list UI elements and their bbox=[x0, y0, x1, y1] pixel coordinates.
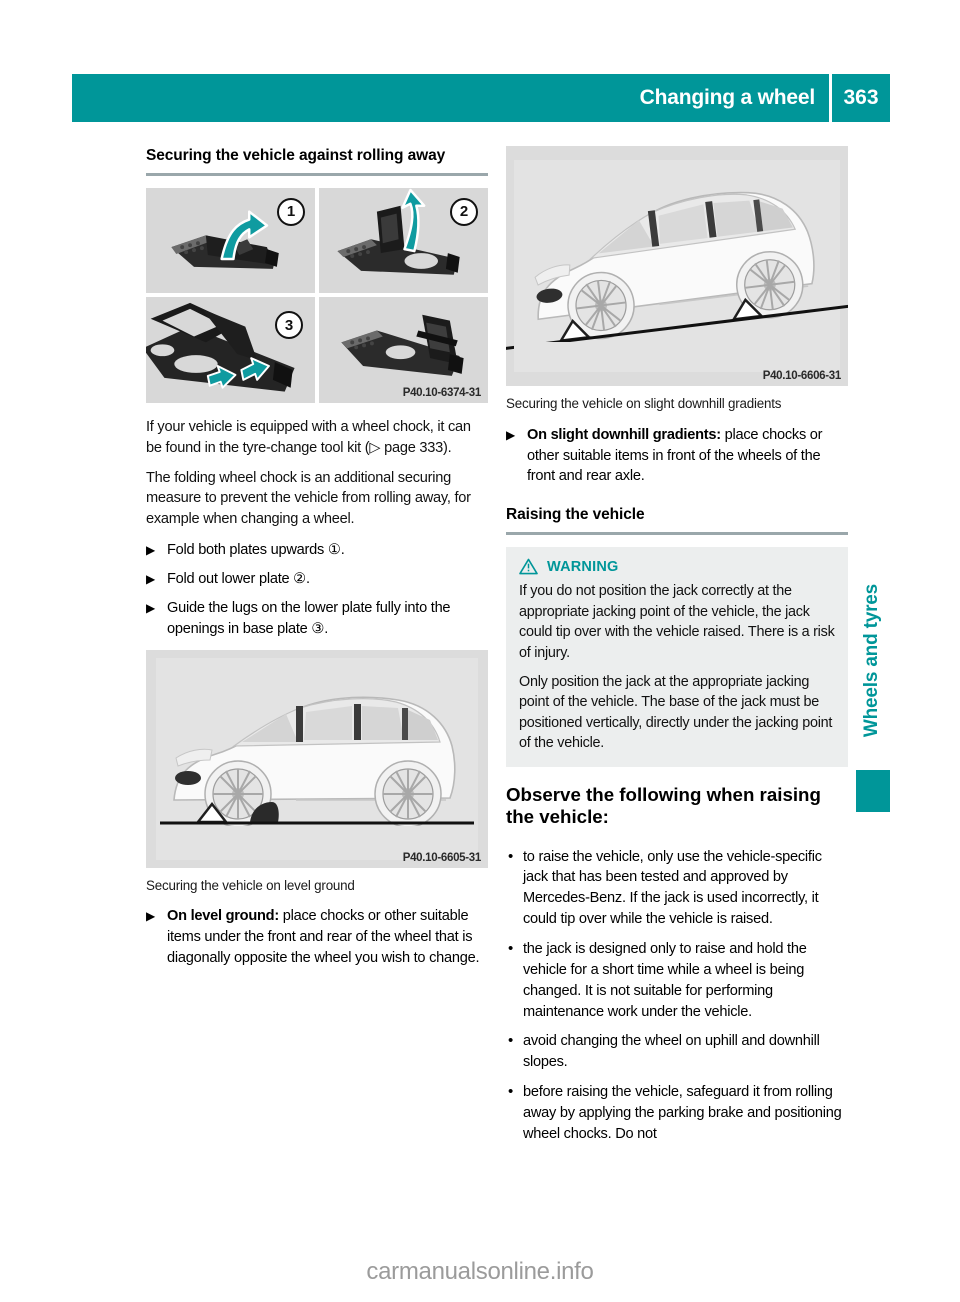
level-ground-instruction bbox=[146, 906, 488, 969]
warning-paragraph-1: If you do not position the jack correctly at the appropriate jacking point of the vehicle, the jack could tip over with the vehicle raised. There is a risk of injury. bbox=[519, 583, 835, 661]
raising-bullet-list bbox=[506, 847, 848, 1145]
step-text: Guide the lugs on the lower plate fully into the openings in base plate ③. bbox=[167, 599, 451, 637]
chapter-tab-marker bbox=[856, 770, 890, 812]
step-item bbox=[506, 425, 848, 488]
warning-triangle-icon bbox=[519, 558, 538, 575]
bullet-dot-icon: • bbox=[508, 1032, 514, 1050]
callout-3: 3 bbox=[275, 311, 303, 339]
page-title: Changing a wheel bbox=[639, 86, 815, 109]
step-arrow-icon: ▶ bbox=[146, 543, 155, 558]
chapter-side-tab-label: Wheels and tyres bbox=[861, 584, 882, 738]
page-header bbox=[72, 74, 890, 122]
list-item bbox=[506, 1082, 848, 1145]
step-item bbox=[146, 598, 488, 640]
bullet-text: avoid changing the wheel on uphill and downhill slopes. bbox=[523, 1033, 820, 1071]
vehicle-level-ground-illustration bbox=[146, 650, 488, 868]
step-item bbox=[146, 540, 488, 561]
step-text: place chocks or other suitable items in front of the wheels of the front and rear axle. bbox=[527, 426, 823, 485]
site-watermark: carmanualsonline.info bbox=[366, 1258, 594, 1285]
bullet-dot-icon: • bbox=[508, 939, 514, 957]
figure-caption-level: Securing the vehicle on level ground bbox=[146, 877, 355, 893]
step-item bbox=[146, 906, 488, 969]
bullet-dot-icon: • bbox=[508, 847, 514, 865]
step-text: Fold out lower plate ②. bbox=[167, 570, 310, 587]
chock-assembled-image bbox=[319, 297, 488, 403]
bullet-dot-icon: • bbox=[508, 1083, 514, 1101]
left-section-heading: Securing the vehicle against rolling away bbox=[146, 147, 446, 164]
callout-1: 1 bbox=[277, 198, 305, 226]
step-text: place chocks or other suitable items under the front and rear of the wheel that is diagonally opposite the wheel you wish to change. bbox=[167, 908, 480, 967]
bullet-text: the jack is designed only to raise and hold the vehicle for a short time while a wheel is being changed. It is not suitable for performing maintenance work under the vehicle. bbox=[523, 940, 807, 1020]
header-title-bar bbox=[72, 74, 829, 122]
bullet-text: to raise the vehicle, only use the vehicle-specific jack that has been tested and approved by Mercedes-Benz. If the jack is used incorrectly, it could tip over while the vehicle is raised. bbox=[523, 848, 822, 928]
figure-code-chock: P40.10-6374-31 bbox=[402, 386, 481, 399]
step-arrow-icon: ▶ bbox=[146, 600, 155, 615]
left-paragraph-1: If your vehicle is equipped with a wheel chock, it can be found in the tyre-change tool kit (▷ page 333). bbox=[146, 418, 471, 456]
vehicle-downhill-figure bbox=[506, 146, 848, 386]
chock-assembly-steps bbox=[146, 540, 488, 639]
right-section-heading: Raising the vehicle bbox=[506, 506, 645, 524]
vehicle-level-ground-figure bbox=[146, 650, 488, 868]
chock-step-3-image bbox=[146, 297, 315, 403]
warning-header bbox=[519, 558, 835, 575]
step-arrow-icon: ▶ bbox=[506, 427, 515, 442]
observe-heading: Observe the following when raising the vehicle: bbox=[506, 783, 821, 827]
heading-rule bbox=[146, 173, 488, 176]
list-item bbox=[506, 939, 848, 1022]
page-number: 363 bbox=[832, 74, 890, 122]
left-paragraph-2: The folding wheel chock is an additional securing measure to prevent the vehicle from rolling away, for example when changing a wheel. bbox=[146, 469, 471, 528]
step-text: Fold both plates upwards ①. bbox=[167, 542, 345, 559]
heading-rule bbox=[506, 532, 848, 535]
warning-title: WARNING bbox=[547, 558, 619, 575]
step-lead-in: On level ground: bbox=[167, 908, 279, 925]
warning-paragraph-2: Only position the jack at the appropriate jacking point of the vehicle. The base of the jack must be positioned vertically, directly under the jacking point of the vehicle. bbox=[519, 673, 833, 752]
step-item bbox=[146, 569, 488, 590]
chapter-side-tab bbox=[852, 546, 892, 776]
right-column bbox=[506, 146, 848, 1154]
step-lead-in: On slight downhill gradients: bbox=[527, 426, 721, 443]
step-arrow-icon: ▶ bbox=[146, 909, 155, 924]
warning-callout bbox=[506, 547, 848, 767]
chock-step-2-image bbox=[319, 188, 488, 294]
step-arrow-icon: ▶ bbox=[146, 571, 155, 586]
downhill-instruction bbox=[506, 425, 848, 488]
left-column bbox=[146, 146, 488, 977]
bullet-text: before raising the vehicle, safeguard it from rolling away by applying the parking brake and positioning wheel chocks. Do not bbox=[523, 1084, 842, 1142]
figure-code-downhill: P40.10-6606-31 bbox=[762, 370, 841, 382]
wheel-chock-figure bbox=[146, 188, 488, 403]
figure-caption-downhill: Securing the vehicle on slight downhill gradients bbox=[506, 396, 782, 411]
callout-2: 2 bbox=[450, 198, 478, 226]
list-item bbox=[506, 1031, 848, 1073]
vehicle-downhill-illustration bbox=[506, 146, 848, 386]
figure-code-level: P40.10-6605-31 bbox=[402, 851, 481, 864]
list-item bbox=[506, 847, 848, 930]
chock-step-1-image bbox=[146, 188, 315, 294]
